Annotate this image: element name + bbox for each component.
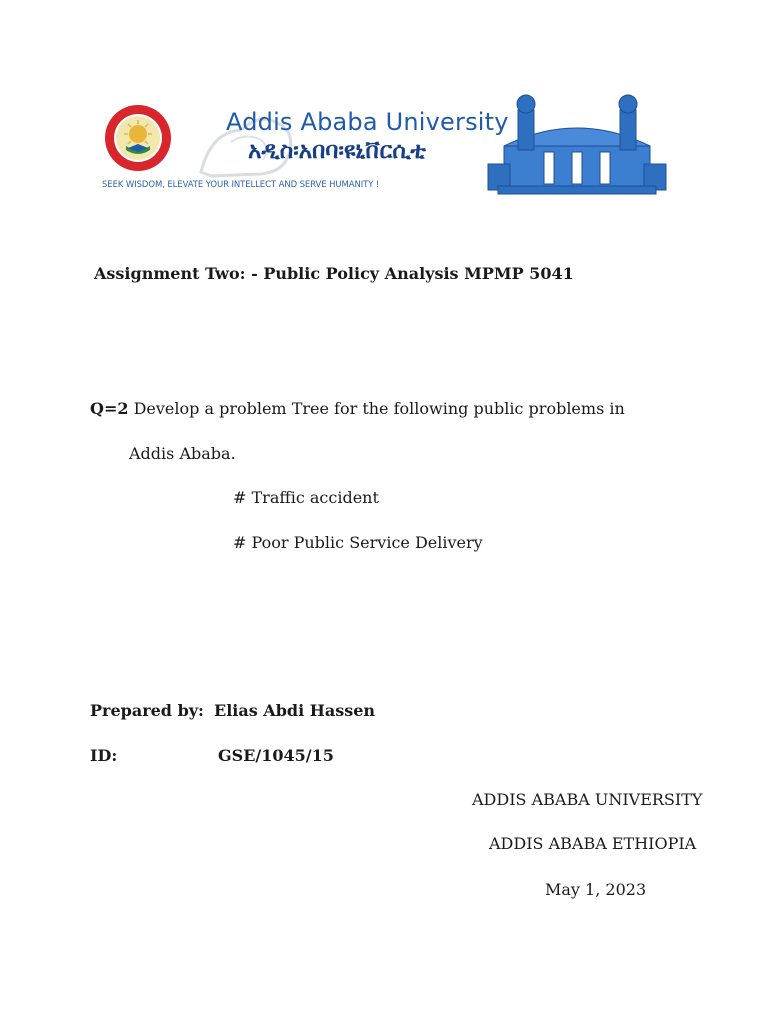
university-seal-logo <box>104 104 172 172</box>
assignment-title: Assignment Two: - Public Policy Analysis MPMP 5041 <box>94 264 574 283</box>
prepared-by-name: Elias Abdi Hassen <box>214 701 376 720</box>
institution-location: ADDIS ABABA ETHIOPIA <box>489 834 697 853</box>
question-text: Develop a problem Tree for the following public problems in <box>128 399 625 418</box>
question-line <box>90 399 625 418</box>
problem-item-traffic: # Traffic accident <box>233 488 379 507</box>
university-motto: SEEK WISDOM, ELEVATE YOUR INTELLECT AND SERVE HUMANITY ! <box>102 180 380 190</box>
id-value: GSE/1045/15 <box>218 746 334 765</box>
id-label: ID: <box>90 746 118 765</box>
institution-name: ADDIS ABABA UNIVERSITY <box>472 790 703 809</box>
question-text-continued: Addis Ababa. <box>129 444 236 463</box>
prepared-by-label: Prepared by: <box>90 701 204 720</box>
problem-item-service-delivery: # Poor Public Service Delivery <box>233 533 483 552</box>
university-name-english: Addis Ababa University <box>226 108 509 136</box>
university-name-amharic: አዲስ፡አበባ፡ዩኒቨርሲቲ <box>248 138 426 164</box>
university-building-emblem <box>484 90 670 198</box>
university-banner <box>96 90 672 198</box>
document-date: May 1, 2023 <box>545 880 647 899</box>
question-label: Q=2 <box>90 399 129 418</box>
